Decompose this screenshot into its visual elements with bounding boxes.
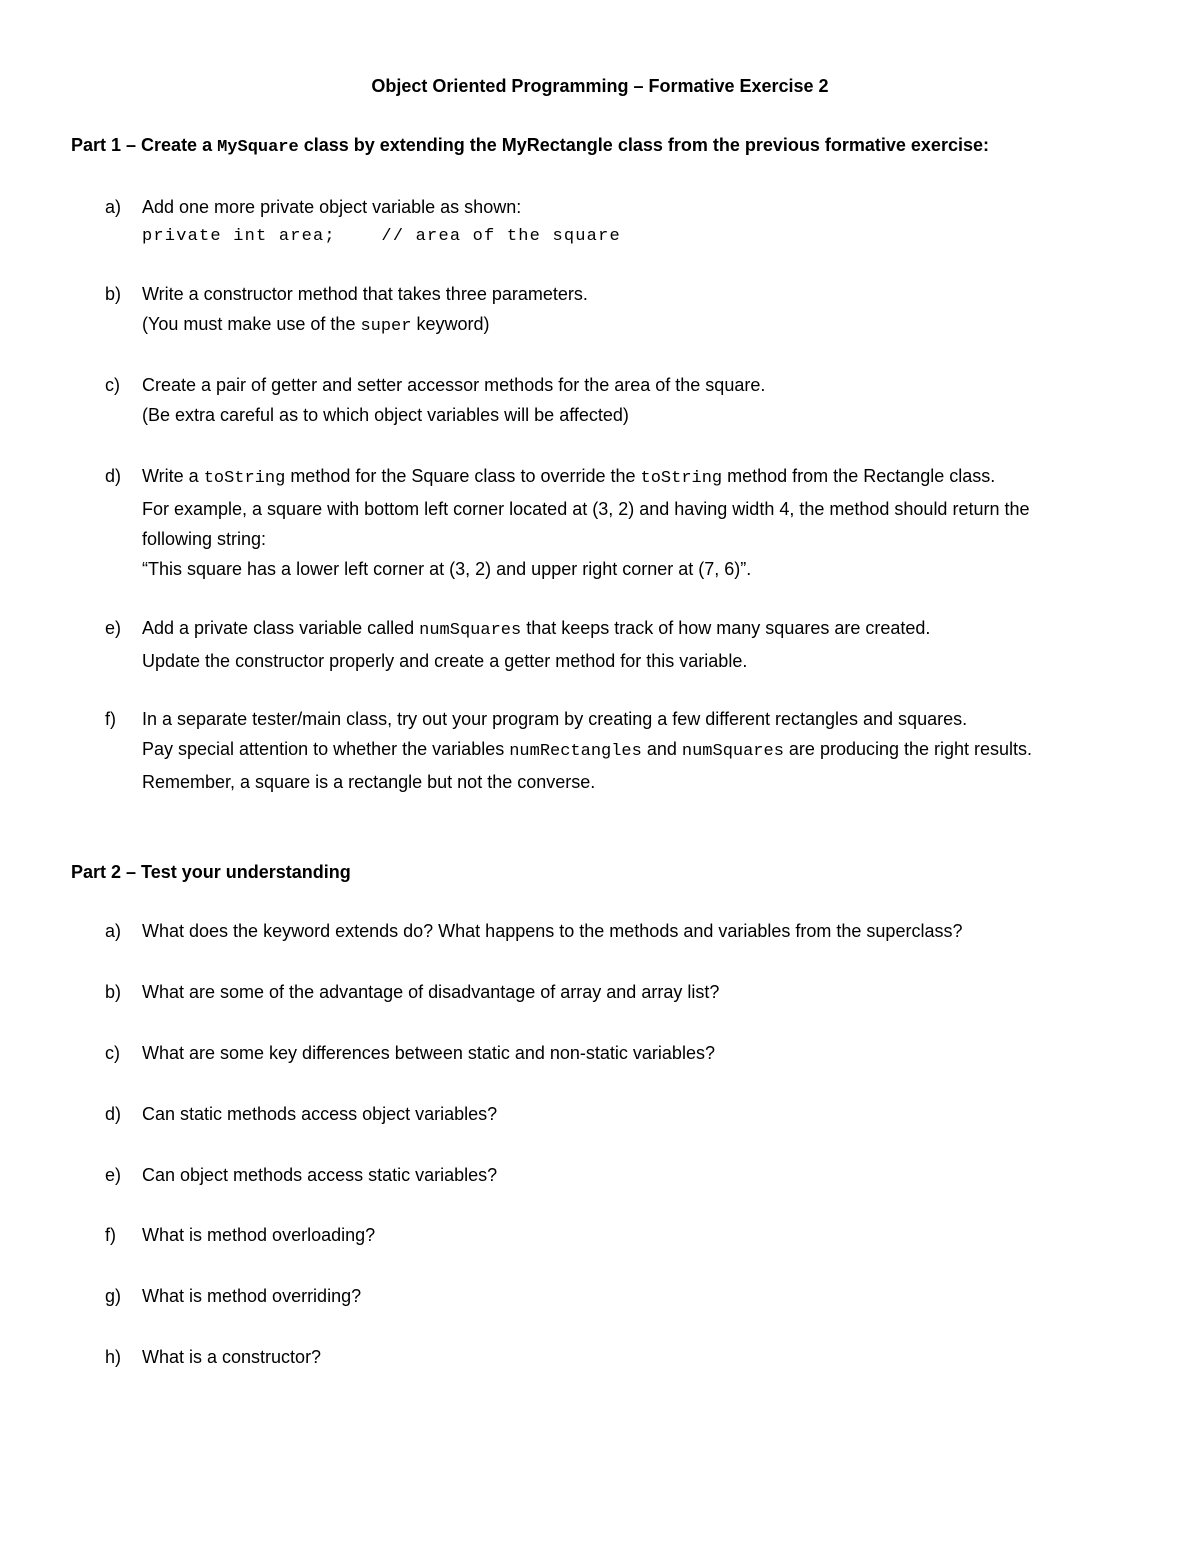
text-span: method for the Square class to override the bbox=[285, 466, 641, 486]
item-label: e) bbox=[105, 618, 122, 638]
item-label: f) bbox=[105, 1225, 116, 1245]
item-text: Add one more private object variable as shown: bbox=[142, 197, 522, 217]
item-label: g) bbox=[105, 1286, 122, 1306]
item-label: d) bbox=[105, 466, 122, 486]
text-span: keyword) bbox=[411, 314, 490, 334]
item-text-line4: “This square has a lower left corner at (3, 2) and upper right corner at (7, 6)”. bbox=[142, 559, 752, 579]
text-span: Add a private class variable called bbox=[142, 618, 420, 638]
text-span: and bbox=[641, 739, 682, 759]
item-label: f) bbox=[105, 709, 116, 729]
item-text-line2: For example, a square with bottom left corner located at (3, 2) and having width 4, the method should return the bbox=[142, 499, 1030, 519]
part1-heading bbox=[71, 131, 989, 162]
text-span: (You must make use of the bbox=[142, 314, 361, 334]
item-text: What is method overriding? bbox=[142, 1286, 362, 1306]
item-label: a) bbox=[105, 921, 122, 941]
text-span: that keeps track of how many squares are created. bbox=[521, 618, 931, 638]
code-span: numSquares bbox=[681, 742, 784, 761]
item-text-line3: following string: bbox=[142, 529, 267, 549]
code-span: numSquares bbox=[419, 621, 522, 640]
item-label: c) bbox=[105, 1043, 120, 1063]
item-label: h) bbox=[105, 1347, 122, 1367]
text-span: method from the Rectangle class. bbox=[722, 466, 996, 486]
item-label: b) bbox=[105, 284, 122, 304]
item-text-line2 bbox=[142, 309, 1192, 342]
item-text-line2: (Be extra careful as to which object variables will be affected) bbox=[142, 405, 629, 425]
item-text bbox=[142, 613, 1192, 646]
item-label: e) bbox=[105, 1165, 122, 1185]
item-text-line2: Update the constructor properly and create a getter method for this variable. bbox=[142, 651, 748, 671]
text-span: Write a bbox=[142, 466, 204, 486]
code-span: toString bbox=[640, 469, 723, 488]
item-text: What is a constructor? bbox=[142, 1347, 322, 1367]
item-text: What are some of the advantage of disadvantage of array and array list? bbox=[142, 982, 720, 1002]
item-text-line2 bbox=[142, 734, 1192, 767]
item-label: a) bbox=[105, 197, 122, 217]
item-label: b) bbox=[105, 982, 122, 1002]
item-label: d) bbox=[105, 1104, 122, 1124]
code-snippet: private int area; // area of the square bbox=[142, 227, 621, 246]
item-text: Write a constructor method that takes three parameters. bbox=[142, 284, 588, 304]
code-span: toString bbox=[203, 469, 286, 488]
code-span: super bbox=[360, 317, 412, 336]
text-span: are producing the right results. bbox=[783, 739, 1033, 759]
item-text: In a separate tester/main class, try out your program by creating a few different rectangles and squares. bbox=[142, 709, 968, 729]
item-text: Create a pair of getter and setter accessor methods for the area of the square. bbox=[142, 375, 766, 395]
item-text: What is method overloading? bbox=[142, 1225, 376, 1245]
item-text: Can object methods access static variables? bbox=[142, 1165, 498, 1185]
part1-heading-code: MySquare bbox=[217, 138, 299, 157]
part2-heading: Part 2 – Test your understanding bbox=[71, 862, 351, 882]
item-text: What does the keyword extends do? What happens to the methods and variables from the superclass? bbox=[142, 921, 963, 941]
code-span: numRectangles bbox=[509, 742, 642, 761]
part1-heading-pre: Part 1 – Create a bbox=[71, 135, 218, 155]
part1-heading-post: class by extending the MyRectangle class from the previous formative exercise: bbox=[298, 135, 989, 155]
page-title: Object Oriented Programming – Formative Exercise 2 bbox=[371, 76, 829, 96]
text-span: Pay special attention to whether the variables bbox=[142, 739, 510, 759]
item-label: c) bbox=[105, 375, 120, 395]
item-text-line3: Remember, a square is a rectangle but not the converse. bbox=[142, 772, 596, 792]
item-text bbox=[142, 461, 1192, 494]
item-text: What are some key differences between static and non-static variables? bbox=[142, 1043, 715, 1063]
item-text: Can static methods access object variables? bbox=[142, 1104, 498, 1124]
